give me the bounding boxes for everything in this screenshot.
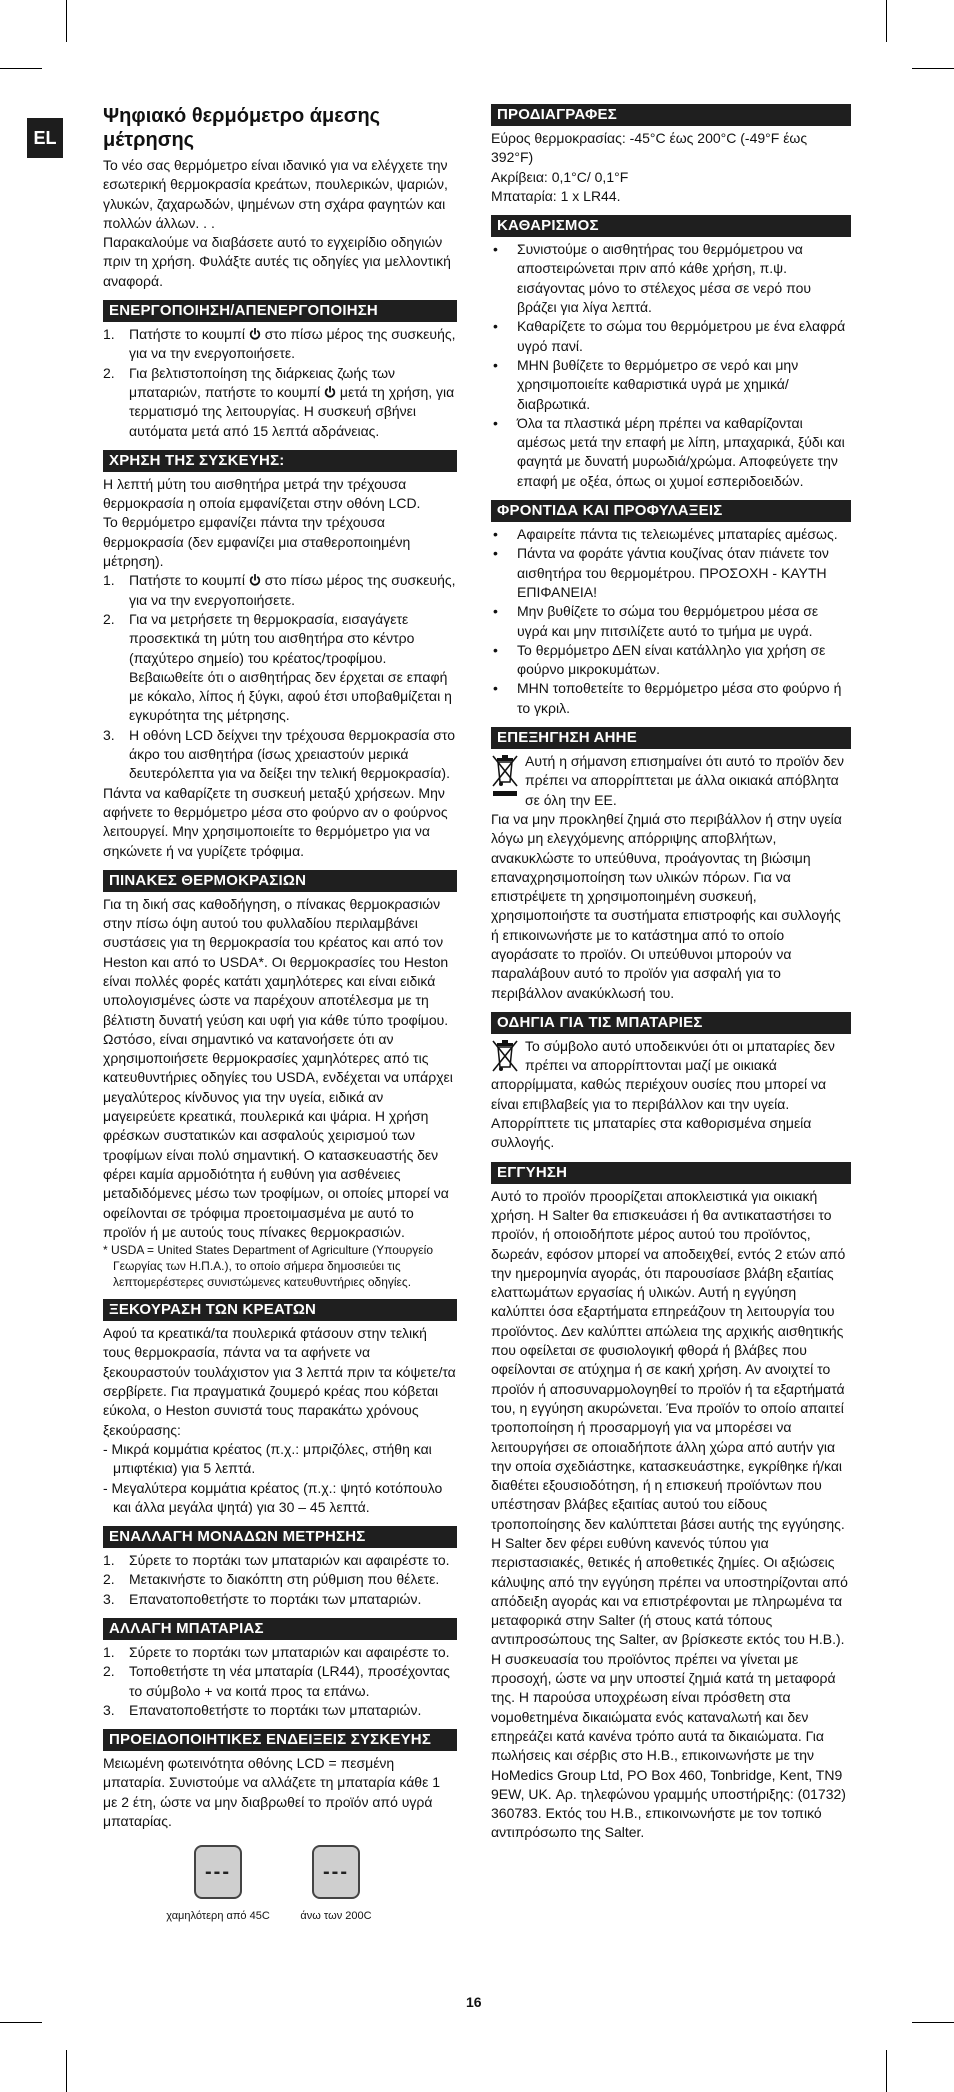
list-item: • ΜΗΝ τοποθετείτε το θερμόμετρο μέσα στο φούρνο ή το γκριλ.: [491, 679, 851, 718]
crop-mark: [0, 2022, 42, 2023]
cleaning-list: [491, 240, 851, 491]
list-item: • Αφαιρείτε πάντα τις τελειωμένες μπαταρίες αμέσως.: [491, 525, 851, 544]
lcd-examples: [103, 1845, 457, 1926]
intro-paragraph: Παρακαλούμε να διαβάσετε αυτό το εγχειρίδιο οδηγιών πριν τη χρήση. Φυλάξτε αυτές τις οδηγίες για μελλοντική αναφορά.: [103, 234, 451, 289]
step-text: μετά τη χρήση, για τερματισμό της λειτουργίας. Η συσκευή σβήνει αυτόματα μετά από 15 λεπτά αδράνειας.: [129, 383, 455, 439]
power-icon: [249, 574, 261, 586]
section-heading-onoff: ΕΝΕΡΓΟΠΟΙΗΣΗ/ΑΠΕΝΕΡΓΟΠΟΙΗΣΗ: [103, 300, 457, 322]
step-text: Πατήστε το κουμπί: [129, 326, 245, 343]
crop-mark: [886, 0, 887, 42]
step-text: Επανατοποθετήστε το πορτάκι των μπαταριών.: [129, 1590, 422, 1607]
paragraph: Αυτή η σήμανση επισημαίνει ότι αυτό το προϊόν δεν πρέπει να απορρίπτεται με άλλα οικιακά απόβλητα σε όλη την ΕΕ.: [525, 753, 845, 808]
onoff-steps: [103, 325, 457, 441]
list-item: • Το θερμόμετρο ΔΕΝ είναι κατάλληλο για χρήση σε φούρνο μικροκυμάτων.: [491, 641, 851, 680]
crop-mark: [66, 0, 67, 42]
list-item: • Πάντα να φοράτε γάντια κουζίνας όταν πιάνετε τον αισθητήρα του θερμομέτρου. ΠΡΟΣΟΧΗ - ΚΑΥΤΗ ΕΠΙΦΑΝΕΙΑ!: [491, 544, 851, 602]
list-item: • Όλα τα πλαστικά μέρη πρέπει να καθαρίζονται αμέσως μετά την επαφή με λίπη, μπαχαρικά, ξύδι και φαγητά με δυνατή μυρωδιά/χρώμα. Αποφεύγετε την επαφή με οξέα, όπως οι χυμοί εσπεριδοειδών.: [491, 414, 851, 491]
paragraph: Το θερμόμετρο εμφανίζει πάντα την τρέχουσα θερμοκρασία (δεν εμφανίζει μια σταθεροποιημένη μέτρηση).: [103, 514, 411, 570]
list-item: [103, 1551, 457, 1570]
list-item: [103, 1570, 457, 1589]
batteries-block: [491, 1037, 851, 1076]
section-heading-tables: ΠΙΝΑΚΕΣ ΘΕΡΜΟΚΡΑΣΙΩΝ: [103, 870, 457, 892]
left-column: [103, 104, 457, 1927]
step-number: 1.: [103, 572, 115, 589]
list-item: [103, 1701, 457, 1720]
step-number: 3.: [103, 1701, 115, 1718]
right-column: [491, 104, 851, 1843]
list-item: [103, 325, 457, 364]
paragraph: απορρίμματα, καθώς περιέχουν ουσίες που μπορεί να είναι επιβλαβείς για το περιβάλλον και την υγεία. Απορρίπτετε τις μπαταρίες στα καθορισμένα σημεία συλλογής.: [491, 1076, 827, 1151]
list-item: [103, 571, 457, 610]
crop-mark: [66, 2050, 67, 2092]
lcd-example-low: [166, 1845, 270, 1926]
intro-paragraph: Το νέο σας θερμόμετρο είναι ιδανικό για να ελέγχετε την εσωτερική θερμοκρασία κρεάτων, πουλερικών, ψαριών, γλυκών, ζαχαρωδών, ψημένων στη σχάρα φαγητών και πολλών άλλων. . .: [103, 157, 448, 231]
paragraph: Πάντα να καθαρίζετε τη συσκευή μεταξύ χρήσεων. Μην αφήνετε το θερμόμετρο μέσα στο φούρνο αν ο φούρνος λειτουργεί. Μην χρησιμοποιείτε το θερμόμετρο για να σηκώνετε ή να γυρίζετε τρόφιμα.: [103, 784, 448, 859]
crossed-bin-icon: [491, 752, 519, 798]
step-text: Επανατοποθετήστε το πορτάκι των μπαταριών.: [129, 1701, 422, 1718]
step-text: Για βελτιστοποίηση της διάρκειας ζωής των μπαταριών, πατήστε το κουμπί: [129, 364, 396, 400]
section-heading-warnings: ΠΡΟΕΙΔΟΠΟΙΗΤΙΚΕΣ ΕΝΔΕΙΞΕΙΣ ΣΥΣΚΕΥΗΣ: [103, 1729, 457, 1751]
care-list: [491, 525, 851, 718]
step-text: Σύρετε το πορτάκι των μπαταριών και αφαιρέστε το.: [129, 1644, 450, 1660]
section-heading-warranty: ΕΓΓΥΗΣΗ: [491, 1162, 851, 1184]
units-steps: [103, 1551, 457, 1609]
step-number: 3.: [103, 1590, 115, 1607]
step-text: Μετακινήστε το διακόπτη στη ρύθμιση που θέλετε.: [129, 1571, 440, 1588]
step-text: Σύρετε το πορτάκι των μπαταριών και αφαιρέστε το.: [129, 1552, 450, 1569]
section-heading-specs: ΠΡΟΔΙΑΓΡΑΦΕΣ: [491, 104, 851, 126]
section-heading-rest: ΞΕΚΟΥΡΑΣΗ ΤΩΝ ΚΡΕΑΤΩΝ: [103, 1299, 457, 1321]
section-heading-batteries: ΟΔΗΓΙΑ ΓΙΑ ΤΙΣ ΜΠΑΤΑΡΙΕΣ: [491, 1012, 851, 1034]
paragraph: Για να μην προκληθεί ζημιά στο περιβάλλον ή στην υγεία λόγω μη ελεγχόμενης απόρριψης αποβλήτων, ανακυκλώστε το υπεύθυνα, προάγοντας τη βιώσιμη επαναχρησιμοποίηση των υλικών πόρων. Για να επιστρέψετε τη χρησιμοποιημένη συσκευή, χρησιμοποιήστε τα συστήματα επιστροφής και συλλογής ή επικοινωνήστε με το κατάστημα από το οποίο αγοράσατε το προϊόν. Οι υπεύθυνοι μπορούν να παραλάβουν αυτό το προϊόν για ασφαλή για το περιβάλλον ανακύκλωσή του.: [491, 810, 842, 1001]
section-heading-care: ΦΡΟΝΤΙΔΑ ΚΑΙ ΠΡΟΦΥΛΑΞΕΙΣ: [491, 500, 851, 522]
list-item: • Καθαρίζετε το σώμα του θερμόμετρου με ένα ελαφρά υγρό πανί.: [491, 317, 851, 356]
page-number: 16: [466, 1994, 482, 2010]
lcd-display: ---: [194, 1845, 242, 1899]
step-number: 2.: [103, 1663, 115, 1680]
paragraph: Αυτό το προϊόν προορίζεται αποκλειστικά για οικιακή χρήση. Η Salter θα επισκευάσει ή θα αντικαταστήσει το προϊόν, ή οποιοδήποτε μέρος αυτού του προϊόντος, δωρεάν, εφόσον μπορεί να αποδειχθεί, εντός 2 ετών από την ημερομηνία αγοράς, ότι παρουσίασε βλάβη εξαιτίας ελαττωμάτων εργασίας ή υλικών. Αυτή η εγγύηση καλύπτει όσα εξαρτήματα επηρεάζουν τη λειτουργία του προϊόντος. Δεν καλύπτει απώλεια της αρχικής αισθητικής που οφείλεται σε φυσιολογική φθορά ή βλάβες που οφείλονται σε ατύχημα ή σε κακή χρήση. Αν ανοιχτεί το προϊόν ή αποσυναρμολογηθεί το προϊόν ή τα εξαρτήματά του, η εγγύηση ακυρώνεται. Ένα προϊόν το οποίο απαιτεί τροποποίηση ή προσαρμογή για να μπορέσει να λειτουργήσει σε οποιαδήποτε άλλη χώρα από αυτήν για την οποία σχεδιάστηκε, κατασκευάστηκε, εγκρίθηκε ή/και διαθέτει εξουσιοδότηση, ή η επισκευή προϊόντων που υπέστησαν βλάβες εξαιτίας αυτού του είδους τροποποίησης δεν καλύπτεται βάσει αυτής της εγγύησης. Η Salter δεν φέρει ευθύνη κανενός τύπου για περιστασιακές, θετικές ή αποθετικές ζημίες. Οι αξιώσεις κάλυψης από την εγγύηση πρέπει να υποστηρίζονται από απόδειξη αγοράς και να επιστρέφονται με πληρωμένα τα μεταφορικά στην Salter (ή στους κατά τόπους αντιπροσώπους της Salter, αν βρίσκεστε εκτός του Η.Β.). Η συσκευασία του προϊόντος πρέπει να γίνεται με προσοχή, ώστε να μην υποστεί ζημιά κατά τη μεταφορά της. Η παρούσα υποχρέωση είναι πρόσθετη στα νομοθετημένα δικαιώματα ενός καταναλωτή και δεν επηρεάζει κατά κανένα τρόπο αυτά τα δικαιώματα. Για πωλήσεις και σέρβις στο Η.Β., επικοινωνήστε με την HoMedics Group Ltd, PO Box 460, Tonbridge, Kent, TN9 9EW, UK. Αρ. τηλεφώνου γραμμής υποστήριξης: (01732) 360783. Εκτός του Η.Β., επικοινωνήστε με τον τοπικό αντιπρόσωπο της Salter.: [491, 1187, 848, 1841]
step-number: 1.: [103, 1552, 115, 1569]
list-item: • ΜΗΝ βυθίζετε το θερμόμετρο σε νερό και μην χρησιμοποιείτε καθαριστικά υγρά με χημικά/διαβρωτικά.: [491, 356, 851, 414]
weee-block: [491, 752, 851, 810]
list-item: [103, 1662, 457, 1701]
section-heading-battery: ΑΛΛΑΓΗ ΜΠΑΤΑΡΙΑΣ: [103, 1618, 457, 1640]
lcd-caption: άνω των 200C: [300, 1910, 372, 1923]
section-heading-cleaning: ΚΑΘΑΡΙΣΜΟΣ: [491, 215, 851, 237]
step-text: Για να μετρήσετε τη θερμοκρασία, εισαγάγετε προσεκτικά τη μύτη του αισθητήρα στο κέντρο (παχύτερο σημείο) του κρέατος/τροφίμου. Βεβαιωθείτε ότι ο αισθητήρας δεν έρχεται σε επαφή με κόκαλο, λίπος ή ξύγκι, αφού έτσι υποβαθμίζεται η εγκυρότητα της μέτρησης.: [129, 610, 452, 724]
footnote: * USDA = United States Department of Agriculture (Υπουργείο Γεωργίας των Η.Π.Α.), το οποίο σήμερα δημοσιεύει τις λεπτομερέστερες συνιστώμενες κατευθυντήριες οδηγίες.: [103, 1243, 433, 1290]
step-number: 2.: [103, 364, 115, 381]
power-icon: [249, 328, 261, 340]
list-item: [103, 1643, 457, 1662]
spec-line: Μπαταρία: 1 x LR44.: [491, 187, 621, 204]
lcd-caption: χαμηλότερη από 45C: [166, 1910, 270, 1923]
step-number: 1.: [103, 326, 115, 343]
paragraph: Το σύμβολο αυτό υποδεικνύει ότι οι μπαταρίες δεν πρέπει να απορρίπτονται μαζί με οικιακά: [525, 1037, 835, 1074]
dash-item: - Μεγαλύτερα κομμάτια κρέατος (π.χ.: ψητό κοτόπουλο και άλλα μεγάλα ψητά) για 30 – 45 λεπτά.: [103, 1479, 443, 1515]
power-icon: [324, 386, 336, 398]
paragraph: Για τη δική σας καθοδήγηση, ο πίνακας θερμοκρασιών στην πίσω όψη αυτού του φυλλαδίου περιλαμβάνει συστάσεις για τη θερμοκρασία του κρέατος και από τον Heston και από το USDA*. Οι θερμοκρασίες του Heston είναι πολλές φορές κατάτι χαμηλότερες και είναι ειδικά υπολογισμένες ώστε να παρέχουν αποτέλεσμα με τη βέλτιστη δυνατή γεύση και υφή για κάθε τύπο τροφίμου. Ωστόσο, είναι σημαντικό να κατανοήσετε ότι αν χρησιμοποιήσετε θερμοκρασίες χαμηλότερες από τις κατευθυντήριες οδηγίες του USDA, ενδέχεται να υπάρχει μεγαλύτερος κίνδυνος για την υγεία, ειδικά αν μαγειρεύετε κρεατικά, πουλερικά και ψάρια. Η χρήση φρέσκων συστατικών και ασφαλούς χειρισμού των τροφίμων είναι πολύ σημαντική. Ο κατασκευαστής δεν φέρει καμία αρμοδιότητα ή ευθύνη για ασθένειες μεταδιδόμενες μέσω των τροφίμων, οι οποίες μπορεί να οφείλονται σε τρόφιμα προετοιμασμένα με αυτό το προϊόν ή με αυτούς τους πίνακες θερμοκρασιών.: [103, 895, 453, 1240]
lcd-display: ---: [312, 1845, 360, 1899]
step-number: 3.: [103, 726, 115, 743]
step-text: Τοποθετήστε τη νέα μπαταρία (LR44), προσέχοντας το σύμβολο + να κοιτά προς τα επάνω.: [129, 1663, 450, 1699]
crop-mark: [886, 2050, 887, 2092]
list-item: [103, 726, 457, 784]
list-item: [103, 610, 457, 726]
lcd-example-high: [296, 1845, 376, 1926]
crop-mark: [912, 68, 954, 69]
crop-mark: [912, 2022, 954, 2023]
paragraph: Αφού τα κρεατικά/τα πουλερικά φτάσουν στην τελική τους θερμοκρασία, πάντα να τα αφήνετε να ξεκουραστούν τουλάχιστον για 3 λεπτά πριν τα κόψετε/τα σερβίρετε. Για πραγματικά ζουμερό κρέας που κόβεται εύκολα, ο Heston συνιστά τους παρακάτω χρόνους ξεκούρασης:: [103, 1325, 456, 1438]
spec-line: Εύρος θερμοκρασίας: -45°C έως 200°C (-49°F έως 392°F): [491, 130, 808, 166]
step-number: 1.: [103, 1644, 115, 1660]
step-number: 2.: [103, 1571, 115, 1588]
step-text: Η οθόνη LCD δείχνει την τρέχουσα θερμοκρασία στο άκρο του αισθητήρα (ίσως χρειαστούν μερικά δευτερόλεπτα για να δείξει την τελική θερμοκρασία).: [129, 726, 456, 782]
dash-item: - Μικρά κομμάτια κρέατος (π.χ.: μπριζόλες, στήθη και μπιφτέκια) για 5 λεπτά.: [103, 1440, 432, 1477]
page-title: Ψηφιακό θερμόμετρο άμεσης μέτρησης: [103, 105, 381, 151]
paragraph: Μειωμένη φωτεινότητα οθόνης LCD = πεσμένη μπαταρία. Συνιστούμε να αλλάζετε τη μπαταρία κάθε 1 με 2 έτη, ώστε να μην διαβρωθεί το προϊόν από υγρά μπαταρίας.: [103, 1755, 440, 1830]
list-item: [103, 364, 457, 441]
battery-steps: [103, 1643, 457, 1720]
crossed-bin-icon: [491, 1037, 519, 1075]
paragraph: Η λεπτή μύτη του αισθητήρα μετρά την τρέχουσα θερμοκρασία η οποία εμφανίζεται στην οθόνη LCD.: [103, 475, 421, 512]
step-number: 2.: [103, 610, 115, 627]
list-item: [103, 1590, 457, 1609]
section-heading-weee: ΕΠΕΞΗΓΗΣΗ ΑΗΗΕ: [491, 727, 851, 749]
section-heading-use: ΧΡΗΣΗ ΤΗΣ ΣΥΣΚΕΥΗΣ:: [103, 450, 457, 472]
language-tab: EL: [27, 118, 63, 158]
step-text: Πατήστε το κουμπί: [129, 572, 245, 589]
step-text: στο πίσω μέρος της συσκευής, για να την ενεργοποιήσετε.: [129, 326, 456, 362]
spec-line: Ακρίβεια: 0,1°C/ 0,1°F: [491, 168, 629, 185]
use-steps: [103, 571, 457, 783]
step-text: στο πίσω μέρος της συσκευής, για να την ενεργοποιήσετε.: [129, 572, 456, 608]
list-item: • Συνιστούμε ο αισθητήρας του θερμόμετρου να αποστειρώνεται πριν από κάθε χρήση, π.ψ. εισάγοντας μόνο το στέλεχος μέσα σε νερό που βράζει για λίγα λεπτά.: [491, 240, 851, 317]
list-item: • Μην βυθίζετε το σώμα του θερμόμετρου μέσα σε υγρά και μην πιτσιλίζετε αυτό το τμήμα με υγρά.: [491, 602, 851, 641]
section-heading-units: ΕΝΑΛΛΑΓΗ ΜΟΝΑΔΩΝ ΜΕΤΡΗΣΗΣ: [103, 1526, 457, 1548]
crop-mark: [0, 68, 42, 69]
